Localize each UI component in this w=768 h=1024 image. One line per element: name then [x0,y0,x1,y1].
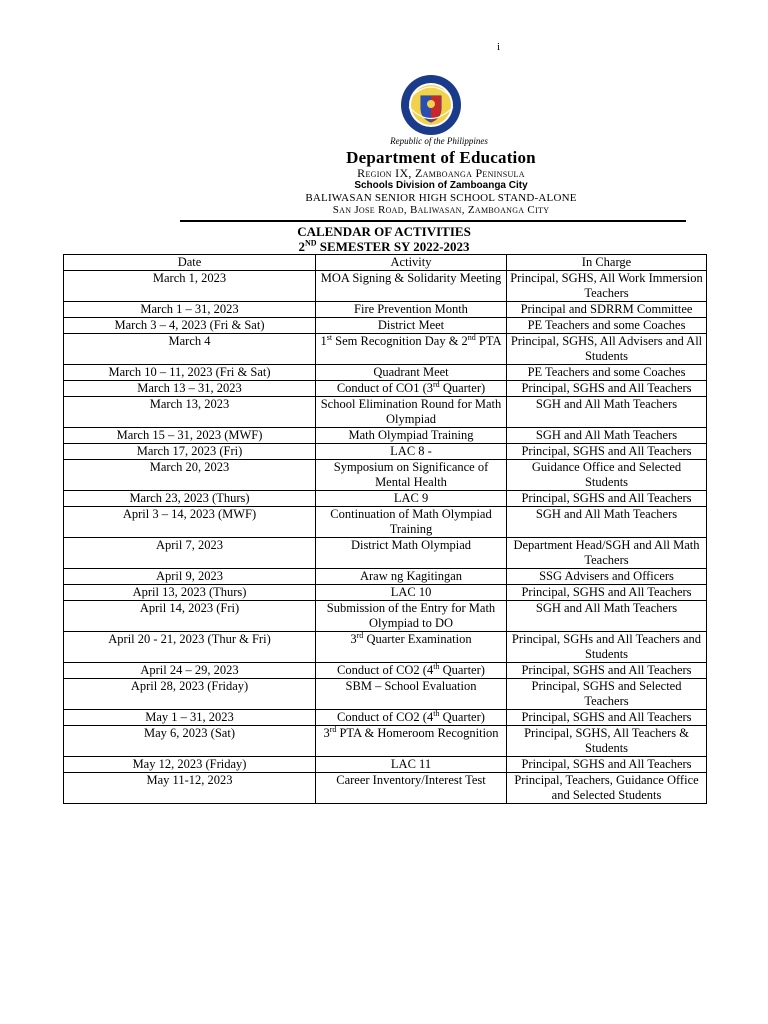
activity-cell: Symposium on Significance of Mental Health [316,460,507,491]
table-row [64,569,707,585]
activity-cell: Quadrant Meet [316,365,507,381]
activity-cell: Continuation of Math Olympiad Training [316,507,507,538]
date-cell: April 20 - 21, 2023 (Thur & Fri) [64,632,316,663]
date-cell: March 1 – 31, 2023 [64,302,316,318]
school-address: San Jose Road, Baliwasan, Zamboanga City [332,204,550,216]
division-name: Schools Division of Zamboanga City [354,180,528,191]
header-activity: Activity [316,255,507,271]
activity-cell: Math Olympiad Training [316,428,507,444]
table-row [64,710,707,726]
subtitle-number: 2 [298,239,305,254]
activity-cell: Conduct of CO2 (4th Quarter) [316,663,507,679]
activity-cell: 1st Sem Recognition Day & 2nd PTA [316,334,507,365]
in-charge-cell: SGH and All Math Teachers [507,428,707,444]
table-row [64,757,707,773]
table-row [64,381,707,397]
table-row [64,601,707,632]
table-row [64,302,707,318]
table-row [64,726,707,757]
date-cell: March 20, 2023 [64,460,316,491]
activity-cell: 3rd Quarter Examination [316,632,507,663]
date-cell: April 14, 2023 (Fri) [64,601,316,632]
date-cell: May 6, 2023 (Sat) [64,726,316,757]
activity-cell: LAC 8 - [316,444,507,460]
in-charge-cell: Principal and SDRRM Committee [507,302,707,318]
table-row [64,428,707,444]
date-cell: March 13 – 31, 2023 [64,381,316,397]
table-row [64,318,707,334]
date-cell: April 13, 2023 (Thurs) [64,585,316,601]
table-row [64,632,707,663]
activity-cell: LAC 11 [316,757,507,773]
in-charge-cell: SGH and All Math Teachers [507,507,707,538]
date-cell: March 3 – 4, 2023 (Fri & Sat) [64,318,316,334]
activity-cell: SBM – School Evaluation [316,679,507,710]
in-charge-cell: Principal, SGHS and Selected Teachers [507,679,707,710]
in-charge-cell: Principal, SGHS, All Teachers & Students [507,726,707,757]
date-cell: May 12, 2023 (Friday) [64,757,316,773]
region-name: Region IX, Zamboanga Peninsula [357,166,525,180]
date-cell: May 11-12, 2023 [64,773,316,804]
activity-cell: Conduct of CO2 (4th Quarter) [316,710,507,726]
in-charge-cell: Principal, SGHS and All Teachers [507,757,707,773]
in-charge-cell: Department Head/SGH and All Math Teachers [507,538,707,569]
document-subtitle [0,239,768,255]
table-row [64,365,707,381]
date-cell: May 1 – 31, 2023 [64,710,316,726]
activity-cell: District Math Olympiad [316,538,507,569]
calendar-table [63,254,707,804]
table-row [64,460,707,491]
activity-cell: Career Inventory/Interest Test [316,773,507,804]
in-charge-cell: Guidance Office and Selected Students [507,460,707,491]
table-row [64,507,707,538]
subtitle-text: SEMESTER SY 2022-2023 [316,239,470,254]
in-charge-cell: Principal, SGHS and All Teachers [507,663,707,679]
in-charge-cell: Principal, Teachers, Guidance Office and Selected Students [507,773,707,804]
deped-seal-logo [400,74,462,136]
in-charge-cell: Principal, SGHS and All Teachers [507,381,707,397]
date-cell: March 17, 2023 (Fri) [64,444,316,460]
department-name: Department of Education [346,148,536,167]
in-charge-cell: PE Teachers and some Coaches [507,365,707,381]
header-date: Date [64,255,316,271]
in-charge-cell: Principal, SGHS and All Teachers [507,491,707,507]
activity-cell: LAC 9 [316,491,507,507]
in-charge-cell: Principal, SGHS, All Work Immersion Teachers [507,271,707,302]
in-charge-cell: SSG Advisers and Officers [507,569,707,585]
date-cell: March 4 [64,334,316,365]
table-row [64,538,707,569]
table-row [64,444,707,460]
in-charge-cell: PE Teachers and some Coaches [507,318,707,334]
in-charge-cell: Principal, SGHS and All Teachers [507,585,707,601]
date-cell: March 1, 2023 [64,271,316,302]
table-row [64,679,707,710]
date-cell: March 23, 2023 (Thurs) [64,491,316,507]
activity-cell: LAC 10 [316,585,507,601]
republic-label: Republic of the Philippines [390,136,488,146]
document-title: CALENDAR OF ACTIVITIES [297,224,471,239]
school-name: BALIWASAN SENIOR HIGH SCHOOL STAND-ALONE [305,192,577,204]
in-charge-cell: SGH and All Math Teachers [507,397,707,428]
date-cell: April 9, 2023 [64,569,316,585]
table-row [64,773,707,804]
table-row [64,663,707,679]
date-cell: April 7, 2023 [64,538,316,569]
in-charge-cell: SGH and All Math Teachers [507,601,707,632]
activity-cell: District Meet [316,318,507,334]
activity-cell: Submission of the Entry for Math Olympiad to DO [316,601,507,632]
table-row [64,271,707,302]
calendar-body [64,271,707,804]
date-cell: March 15 – 31, 2023 (MWF) [64,428,316,444]
header-in-charge: In Charge [507,255,707,271]
in-charge-cell: Principal, SGHS and All Teachers [507,444,707,460]
date-cell: April 24 – 29, 2023 [64,663,316,679]
in-charge-cell: Principal, SGHs and All Teachers and Students [507,632,707,663]
header-divider [180,220,686,222]
table-row [64,585,707,601]
activity-cell: Conduct of CO1 (3rd Quarter) [316,381,507,397]
activity-cell: Araw ng Kagitingan [316,569,507,585]
activity-cell: School Elimination Round for Math Olympiad [316,397,507,428]
in-charge-cell: Principal, SGHS, All Advisers and All Students [507,334,707,365]
activity-cell: 3rd PTA & Homeroom Recognition [316,726,507,757]
activity-cell: MOA Signing & Solidarity Meeting [316,271,507,302]
page-mark: i [497,41,501,53]
in-charge-cell: Principal, SGHS and All Teachers [507,710,707,726]
table-header-row [64,255,707,271]
date-cell: April 3 – 14, 2023 (MWF) [64,507,316,538]
activity-cell: Fire Prevention Month [316,302,507,318]
date-cell: March 13, 2023 [64,397,316,428]
table-row [64,491,707,507]
table-row [64,334,707,365]
date-cell: April 28, 2023 (Friday) [64,679,316,710]
subtitle-ordinal: ND [304,238,317,248]
date-cell: March 10 – 11, 2023 (Fri & Sat) [64,365,316,381]
table-row [64,397,707,428]
